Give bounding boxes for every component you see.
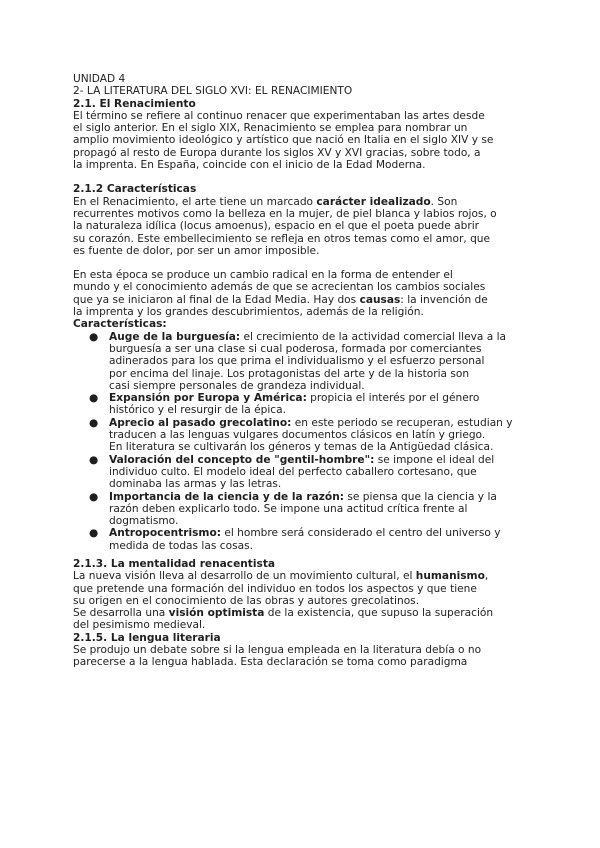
section-heading: 2.1.2 Características (73, 183, 197, 196)
text-line: el siglo anterior. En el siglo XIX, Renacimiento se emplea para nombrar un (73, 122, 468, 135)
text-line: su corazón. Este embellecimiento se refleja en otros temas como el amor, que (73, 232, 491, 245)
bullet-icon: ● (89, 392, 99, 405)
text-line: la imprenta y los grandes descubrimientos, además de la religión. (73, 306, 424, 319)
emphasis: humanismo (415, 570, 485, 583)
emphasis: carácter idealizado (316, 195, 431, 208)
bullet-icon: ● (89, 416, 99, 429)
section-heading: 2.1.3. La mentalidad renacentista (73, 557, 276, 570)
text-line: que ya se iniciaron al final de la Edad Media. Hay dos causas: la invención de (73, 293, 488, 306)
text-line: mundo y el conocimiento además de que se acrecientan los cambios sociales (73, 281, 486, 294)
list-item: ● Auge de la burguesía: el crecimiento de la actividad comercial lleva a la burguesía a ser una clase si cual poderosa, formada por comerciantes adinerados para los que prima el individualismo y el esfuerzo personal por encima del linaje. Los protagonistas del arte y de la historia son casi siempre personales de grandeza individual. (89, 330, 507, 392)
text-line: parecerse a la lengua hablada. Esta declaración se toma como paradigma (73, 656, 468, 669)
section-lengua-literaria (73, 632, 560, 669)
unit-label: UNIDAD 4 (73, 73, 126, 85)
section-renacimiento (73, 98, 560, 172)
text-line: amplio movimiento ideológico y artístico que nació en Italia en el siglo XIV y se (73, 134, 494, 147)
text-line: propagó al resto de Europa durante los siglos XV y XVI gracias, sobre todo, a (73, 146, 481, 159)
bullet-icon: ● (89, 490, 99, 503)
text-line: En esta época se produce un cambio radical en la forma de entender el (73, 269, 453, 282)
list-item: ● Valoración del concepto de "gentil-hombre": se impone el ideal del individuo culto. El modelo ideal del perfecto caballero cortesano, que dominaba las armas y las letras. (89, 453, 495, 491)
characteristics-list (73, 331, 560, 552)
bullet-icon: ● (89, 453, 99, 466)
section-heading: 2.1. El Renacimiento (73, 97, 196, 110)
bullet-icon: ● (89, 527, 99, 540)
list-item: ● Importancia de la ciencia y de la razón: se piensa que la ciencia y la razón deben explicarlo todo. Se impone una actitud crítica frente al dogmatismo. (89, 490, 497, 528)
list-heading: Características: (73, 318, 167, 331)
text-line: Se desarrolla una visión optimista de la existencia, que supuso la superación (73, 607, 494, 620)
list-item: ● Expansión por Europa y América: propicia el interés por el género histórico y el resurgir de la épica. (89, 392, 480, 417)
text-line: la imprenta. En España, coincide con el inicio de la Edad Moderna. (73, 159, 426, 172)
section-heading: 2.1.5. La lengua literaria (73, 631, 221, 644)
text-line: que pretende una formación del individuo en todos los aspectos y que tiene (73, 582, 477, 595)
text-line: recurrentes motivos como la belleza en la mujer, de piel blanca y labios rojos, o (73, 207, 497, 220)
section-caracteristicas (73, 183, 560, 552)
document-title: 2- LA LITERATURA DEL SIGLO XVI: EL RENACIMIENTO (73, 85, 353, 98)
emphasis: causas (359, 293, 401, 306)
text-line: El término se refiere al continuo renacer que experimentaban las artes desde (73, 109, 485, 122)
text-line: su origen en el conocimiento de las obras y autores grecolatinos. (73, 594, 420, 607)
section-mentalidad (73, 558, 560, 632)
text-line: la naturaleza idílica (locus amoenus), espacio en el que el poeta puede abrir (73, 220, 480, 233)
text-line: Se produjo un debate sobre si la lengua empleada en la literatura debía o no (73, 644, 482, 657)
text-line: En el Renacimiento, el arte tiene un marcado carácter idealizado. Son (73, 195, 458, 208)
text-line: La nueva visión lleva al desarrollo de un movimiento cultural, el humanismo, (73, 570, 489, 583)
emphasis: visión optimista (168, 607, 265, 620)
text-line: es fuente de dolor, por ser un amor imposible. (73, 244, 320, 257)
list-item: ● Aprecio al pasado grecolatino: en este periodo se recuperan, estudian y traducen a las lenguas vulgares documentos clásicos en latín y griego. En literatura se cultivarán los géneros y temas de la Antigüedad clásica. (89, 416, 513, 454)
text-line: del pesimismo medieval. (73, 619, 206, 632)
bullet-icon: ● (89, 330, 99, 343)
list-item: ● Antropocentrismo: el hombre será considerado el centro del universo y medida de todas las cosas. (89, 527, 501, 552)
